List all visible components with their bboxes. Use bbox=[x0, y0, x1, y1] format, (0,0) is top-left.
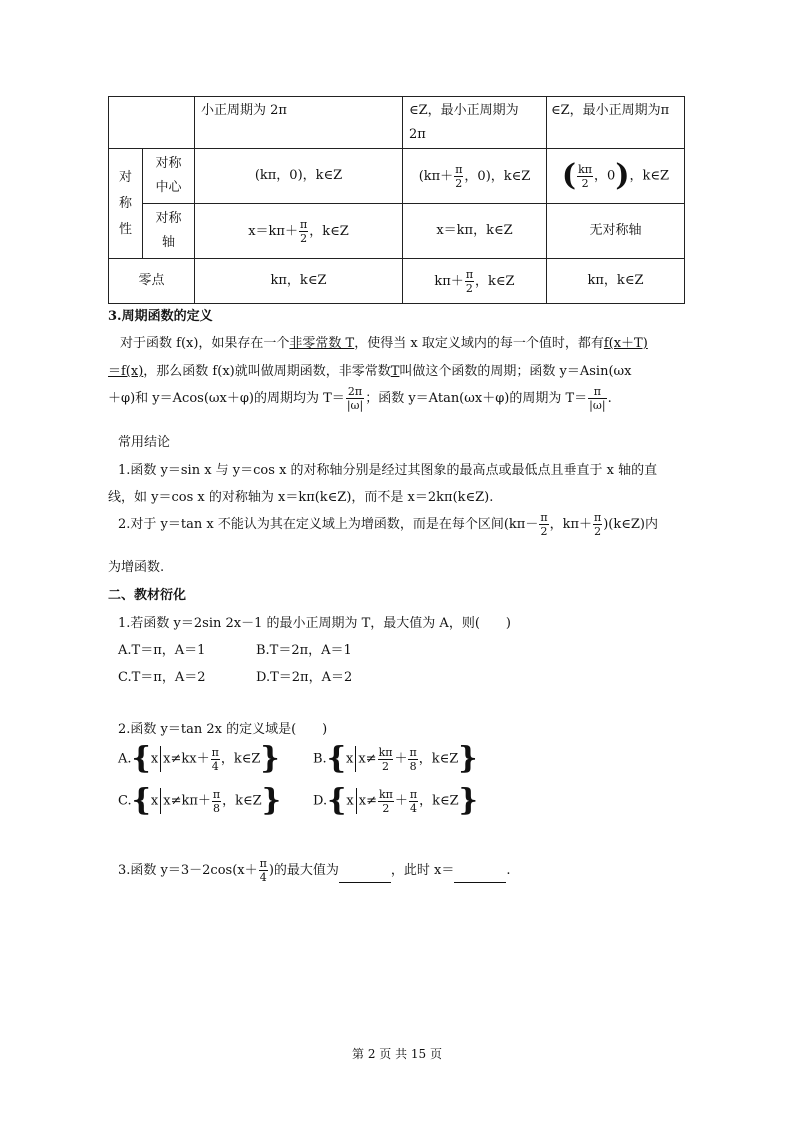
section3-line1: 对于函数 f(x)，如果存在一个非零常数 T，使得当 x 取定义域内的每一个值时，都有f(x＋T) bbox=[120, 336, 648, 351]
axis-tan: 无对称轴 bbox=[547, 204, 685, 259]
period-cos-line1: ∈Z，最小正周期为 bbox=[409, 103, 519, 118]
fraction: $\frac{\pi}{4}$ bbox=[409, 787, 418, 815]
q2-option-c: C.{x x≠kπ＋ $\frac{\pi}{8}$ ，k∈Z} bbox=[118, 783, 281, 818]
center-sin: (kπ，0)，k∈Z bbox=[195, 149, 403, 204]
table-row-axis bbox=[109, 204, 685, 259]
zero-cos: kπ＋ $\frac{\pi}{2}$ ，k∈Z bbox=[403, 259, 547, 304]
center-cos: (kπ＋ $\frac{\pi}{2}$ ，0)，k∈Z bbox=[403, 149, 547, 204]
fraction: $\frac{\pi}{2}$ bbox=[455, 162, 463, 190]
q2-stem: 2.函数 y＝tan 2x 的定义域是( ) bbox=[118, 722, 328, 737]
fraction: $\frac{2\pi}{|\omega|}$ bbox=[346, 385, 364, 412]
period-tan: ∈Z，最小正周期为π bbox=[547, 97, 685, 149]
q1-option-c: C.T＝π，A＝2 bbox=[118, 670, 206, 685]
period-sin: 小正周期为 2π bbox=[195, 97, 403, 149]
fraction: $\frac{\pi}{2}$ bbox=[299, 217, 308, 245]
conclusion-1-line2: 线，如 y＝cos x 的对称轴为 x＝kπ(k∈Z)，而不是 x＝2kπ(k∈Z). bbox=[108, 490, 494, 505]
section3-title: 3.周期函数的定义 bbox=[108, 309, 213, 324]
fraction: $\frac{k\pi}{2}$ bbox=[378, 787, 393, 815]
fraction: $\frac{\pi}{4}$ bbox=[211, 745, 219, 773]
fraction: $\frac{k\pi}{2}$ bbox=[578, 162, 593, 190]
conclusion-2-line1: 2.对于 y＝tan x 不能认为其在定义域上为增函数，而是在每个区间(kπ－ $\frac{\pi}{2}$ ，kπ＋ $\frac{\pi}{2}$ )(k∈Z)内 bbox=[118, 511, 658, 538]
fraction: $\frac{\pi}{8}$ bbox=[212, 787, 221, 815]
fraction: $\frac{k\pi}{2}$ bbox=[378, 745, 393, 773]
q1-option-b: B.T＝2π，A＝1 bbox=[256, 643, 352, 658]
zero-label: 零点 bbox=[109, 259, 195, 304]
zero-sin: kπ，k∈Z bbox=[195, 259, 403, 304]
fraction: $\frac{\pi}{2}$ bbox=[540, 511, 548, 538]
q2-option-d: D.{x x≠ $\frac{k\pi}{2}$ ＋ $\frac{\pi}{4}$ ，k∈Z} bbox=[313, 783, 478, 818]
center-label: 对称 中心 bbox=[143, 149, 195, 204]
q1-stem: 1.若函数 y＝2sin 2x－1 的最小正周期为 T，最大值为 A，则( ) bbox=[118, 616, 511, 631]
axis-sin: x＝kπ＋ $\frac{\pi}{2}$ ，k∈Z bbox=[195, 204, 403, 259]
section3-line2: ＝f(x)，那么函数 f(x)就叫做周期函数，非零常数T叫做这个函数的周期；函数 y＝Asin(ωx bbox=[108, 364, 632, 379]
table-row-zero bbox=[109, 259, 685, 304]
center-tan: ( $\frac{k\pi}{2}$ ，0)，k∈Z bbox=[547, 149, 685, 204]
conclusion-2-line2: 为增函数. bbox=[108, 560, 165, 575]
fraction: $\frac{\pi}{2}$ bbox=[593, 511, 602, 538]
section2-title: 二、教材衍化 bbox=[108, 588, 187, 603]
fraction: $\frac{\pi}{2}$ bbox=[465, 267, 474, 295]
fraction: $\frac{\pi}{8}$ bbox=[409, 745, 417, 773]
q2-option-a: A.{x x≠kx＋ $\frac{\pi}{4}$ ，k∈Z} bbox=[118, 741, 280, 776]
answer-blank-1[interactable] bbox=[339, 868, 391, 883]
axis-cos: x＝kπ，k∈Z bbox=[403, 204, 547, 259]
table-row-center bbox=[109, 149, 685, 204]
conclusion-1-line1: 1.函数 y＝sin x 与 y＝cos x 的对称轴分别是经过其图象的最高点或最低点且垂直于 x 轴的直 bbox=[118, 463, 658, 478]
fraction: $\frac{\pi}{4}$ bbox=[259, 857, 267, 884]
period-cos bbox=[403, 97, 547, 149]
answer-blank-2[interactable] bbox=[454, 868, 506, 883]
q1-option-a: A.T＝π，A＝1 bbox=[118, 643, 206, 658]
fraction: $\frac{\pi}{|\omega|}$ bbox=[589, 385, 606, 412]
page-footer: 第 2 页 共 15 页 bbox=[352, 1047, 442, 1061]
q2-option-b: B.{x x≠ $\frac{k\pi}{2}$ ＋ $\frac{\pi}{8}$ ，k∈Z} bbox=[313, 741, 478, 776]
section3-line3: ＋φ)和 y＝Acos(ωx＋φ)的周期均为 T＝ $\frac{2\pi}{|\omega|}$ ；函数 y＝Atan(ωx＋φ)的周期为 T＝ $\frac{\pi}{|\omega|}$ . bbox=[108, 385, 612, 412]
period-cos-line2: 2π bbox=[409, 127, 426, 142]
axis-label: 对称 轴 bbox=[143, 204, 195, 259]
table-row-period bbox=[109, 97, 685, 149]
zero-tan: kπ，k∈Z bbox=[547, 259, 685, 304]
q1-option-d: D.T＝2π，A＝2 bbox=[256, 670, 353, 685]
conclusions-title: 常用结论 bbox=[118, 435, 171, 450]
symmetry-label: 对 称 性 bbox=[109, 149, 143, 259]
trig-properties-table bbox=[108, 96, 685, 304]
q3-stem: 3.函数 y＝3－2cos(x＋ $\frac{\pi}{4}$ )的最大值为 ，此时 x＝ . bbox=[118, 857, 511, 884]
